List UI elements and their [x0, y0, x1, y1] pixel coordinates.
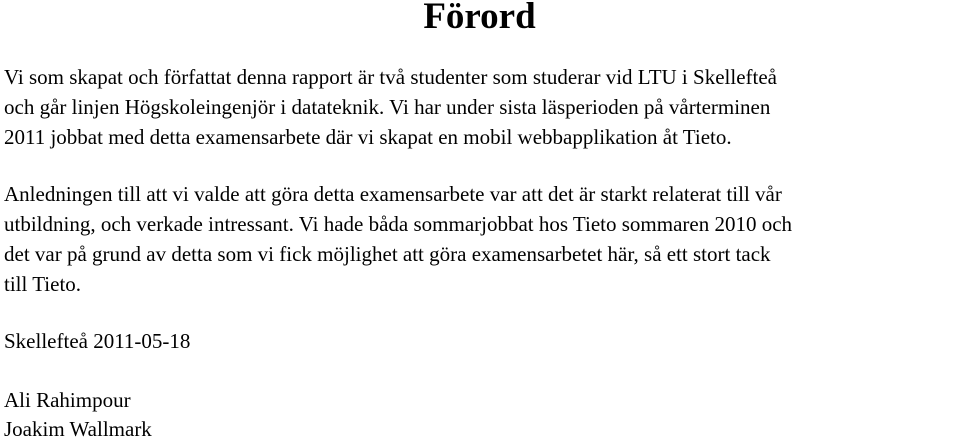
paragraph-line: Vi som skapat och författat denna rapport är två studenter som studerar vid LTU i Skellefteå	[4, 65, 777, 89]
paragraph-line: till Tieto.	[4, 272, 82, 296]
author-name: Ali Rahimpour	[4, 388, 131, 412]
paragraph-line: 2011 jobbat med detta examensarbete där vi skapat en mobil webbapplikation åt Tieto.	[4, 125, 732, 149]
paragraph-line: det var på grund av detta som vi fick möjlighet att göra examensarbetet här, så ett stort tack	[4, 242, 771, 266]
paragraph-line: och går linjen Högskoleingenjör i datateknik. Vi har under sista läsperioden på vårterminen	[4, 95, 771, 119]
paragraph-line: Anledningen till att vi valde att göra detta examensarbete var att det är starkt relaterat till vår	[4, 182, 782, 206]
place-date: Skellefteå 2011-05-18	[4, 329, 191, 353]
paragraph-motivation	[4, 179, 959, 299]
paragraph-line: utbildning, och verkade intressant. Vi hade båda sommarjobbat hos Tieto sommaren 2010 och	[4, 212, 793, 236]
page-title: Förord	[423, 0, 536, 37]
author-name: Joakim Wallmark	[4, 417, 152, 441]
paragraph-intro	[4, 62, 959, 152]
